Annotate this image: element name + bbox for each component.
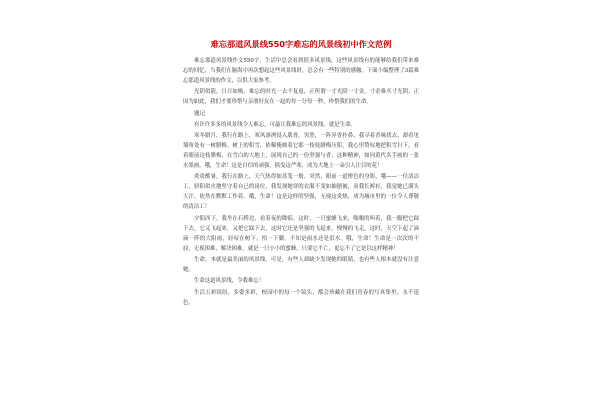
paragraph: 生活五彩缤纷，多姿多彩，校园中的每一个镜头，都会珍藏在我们青春的写真集里，永不退色。 <box>183 289 419 306</box>
document-paragraphs <box>183 56 419 308</box>
paragraph: 夕阳西下，我坐在石桥边，看着夜的降临。这时，一只蜜蜂飞来，嗡嗡的叫着，我一脚把它踩下去，它又飞起来，又把它踩下去，这时它还是坚强的飞起来，慢慢的飞走，这时，天空下起了滴滴一阵的大阳雨，轻叹在树下，拾一下脚，不知是雨水还是泪水。哦，生命！生命是一次次的不屈，无视困难，解决困难，就是一只小小的蜜蜂，只要它不亡，更忘不了它是以这样精神！ <box>183 215 419 252</box>
paragraph: 寒冬腊月，我行在路上，寒风凛冽侵入肌骨。突然，一阵异香扑鼻，我寻着香味找去，却看见墙角处有一树腊梅。树上的积雪，依稀掩映着它那一枝枝腊梅压积，我心里赞叹地把积雪扫下，看着眼前这枝腊梅，在雪白的大地上，展现自己的一份坚强与香，这种精神，如同黄代名手画的一张水墨画。哦，生命！这是自信的顽强，摇曳这严寒，成为大地上一朵引人注目的花！ <box>183 133 419 170</box>
paragraph: 炎炎酷暑，我行在路上，天气热得如蒸笼一般。突然，眼前一道橙色的身影，哦——一位清洁工，骄阳似火地坚守着自己的岗位，我发现她穿的衣服不变如抽刨被，而我长裤衫，我觉她已满头大汗，依然在默默工作着。哦，生命！这是这样的坚强，无视这炎热，成为城市里的一位令人尊敬的清洁工！ <box>183 174 419 211</box>
paragraph: 有许许多多的风景线令人难忘，可最让我难忘的风景线，就是生命。 <box>194 121 356 128</box>
paragraph: 生命，本就是最美丽的风景线，可是，有些人却缺少发现她的眼睛，也有些人根本就没有注意她。 <box>183 257 419 274</box>
document-title: 难忘那道风景线550字难忘的风景线初中作文范例 <box>210 39 392 49</box>
section-heading: 题记 <box>194 110 206 117</box>
document-body <box>183 38 419 309</box>
paragraph: 生命这道风景线，令我难忘！ <box>194 278 265 285</box>
paragraph: 难忘那道风景线作文550字，生活中总会看到很多风景线，这些风景线有的能够给我们带来难忘的回忆，当我们在脑海中再次想起这些风景线时，总会有一些特别的感触。下面小编整理了3篇难忘那道风景线的作文，以供大家参考。 <box>183 58 419 84</box>
paragraph: 光阴似箭，日月如梭，难忘的时光一去不复返，正所谓一寸光阴一寸金，寸金难买寸光阴。正因为如此，我们才要珍惜与亲朋好友在一起的每一分每一秒，珍惜我们的生命。 <box>183 89 419 106</box>
